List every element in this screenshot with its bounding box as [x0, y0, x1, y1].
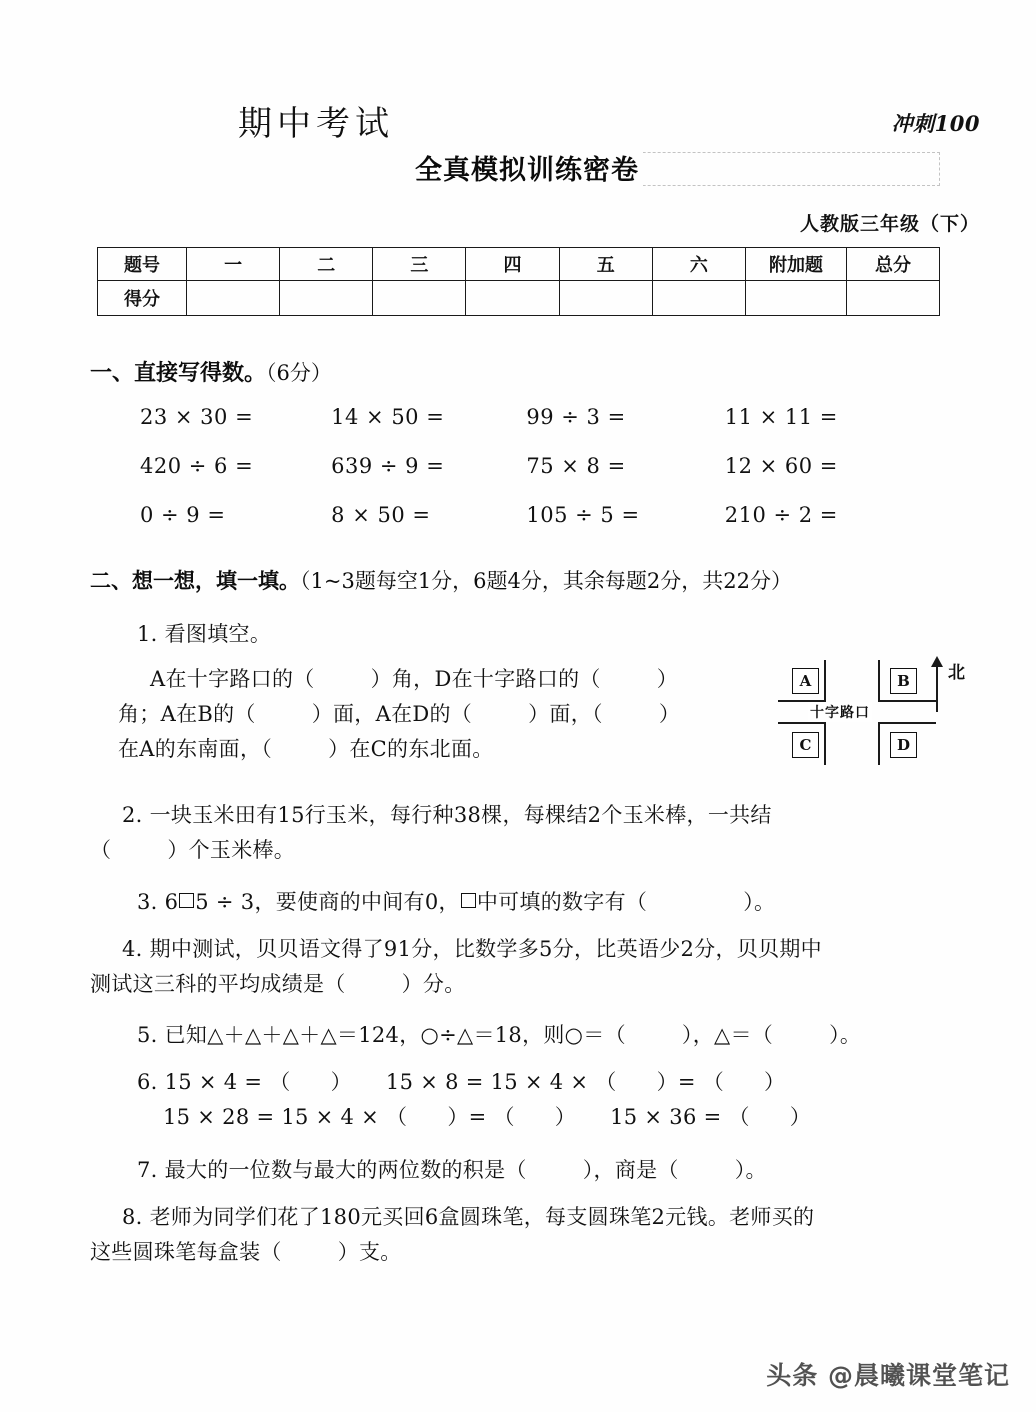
section-1-points: （6分）: [266, 361, 332, 385]
arithmetic-item: 75 × 8 =: [526, 454, 626, 478]
road-segment-horizontal-left-lower: [778, 722, 826, 724]
q1-seg-5: ）面，A在D的（: [311, 702, 473, 726]
score-table-col-1: 一: [187, 248, 280, 281]
score-cell-4[interactable]: [466, 281, 559, 316]
q6-text-1: 6. 15 × 4 = （: [137, 1070, 291, 1094]
section-2-heading: [90, 565, 792, 595]
q5-text-1: 5. 已知△＋△＋△＋△＝124，○÷△＝18，则○＝（: [137, 1023, 626, 1047]
road-segment-horizontal-right-lower: [878, 722, 936, 724]
q6-text-3: 15 × 8 = 15 × 4 × （: [385, 1070, 617, 1094]
section-1-title: 一、直接写得数。: [90, 361, 267, 386]
arithmetic-item: 23 × 30 =: [140, 405, 254, 429]
question-1-title: [137, 617, 271, 652]
q8-text-3: ）支。: [337, 1240, 402, 1264]
question-1-line-1: [118, 662, 680, 697]
question-6-line-1: [137, 1065, 811, 1100]
score-table-col-2: 二: [280, 248, 373, 281]
road-segment-vertical-top-left: [824, 660, 826, 702]
question-8: [90, 1200, 814, 1270]
question-1-text: 看图填空。: [164, 622, 272, 646]
north-arrow-shaft: [936, 664, 938, 712]
section-1-heading: [90, 356, 332, 387]
map-block-d: D: [890, 732, 917, 758]
q1-seg-7: ）: [658, 702, 681, 726]
question-8-line-2: [90, 1235, 814, 1270]
question-1-line-3: [118, 732, 680, 767]
blank-box-icon[interactable]: [179, 893, 194, 908]
question-1-body: [118, 662, 680, 767]
q4-text-3: ）分。: [401, 972, 466, 996]
q1-seg-6: ）面，（: [528, 702, 603, 726]
question-5-line-1: [137, 1018, 861, 1053]
section-2-points: （1~3题每空1分，6题4分，其余每题2分，共22分）: [300, 569, 792, 593]
score-cell-3[interactable]: [373, 281, 466, 316]
arithmetic-item: 420 ÷ 6 =: [140, 454, 254, 478]
arithmetic-item: 8 × 50 =: [331, 503, 431, 527]
q8-text-1: 8. 老师为同学们花了180元买回6盒圆珠笔，每支圆珠笔2元钱。老师买的: [122, 1205, 815, 1229]
score-cell-2[interactable]: [280, 281, 373, 316]
question-3: [137, 885, 775, 920]
score-cell-1[interactable]: [187, 281, 280, 316]
q6-text-7: ）= （: [447, 1105, 515, 1129]
q6-text-5: ）: [764, 1070, 786, 1094]
arithmetic-item: 105 ÷ 5 =: [526, 503, 640, 527]
score-table-col-5: 五: [559, 248, 652, 281]
paper-title: 全真模拟训练密卷: [415, 148, 643, 187]
arithmetic-item: 99 ÷ 3 =: [526, 405, 626, 429]
question-3-line-1: [137, 885, 775, 920]
arithmetic-item: 0 ÷ 9 =: [140, 503, 226, 527]
q2-text-3: ）个玉米棒。: [167, 838, 296, 862]
score-table-col-total: 总分: [847, 248, 940, 281]
q1-seg-3: ）: [656, 667, 679, 691]
section-2-title: 二、想一想，填一填。: [90, 569, 300, 593]
question-6-line-2: [137, 1100, 811, 1135]
q7-text-3: ）。: [734, 1158, 767, 1182]
question-4: [90, 932, 822, 1002]
score-table-row-label-score: 得分: [98, 281, 187, 316]
q5-text-3: ）。: [829, 1023, 862, 1047]
q2-text-1: 2. 一块玉米田有15行玉米，每行种38棵，每棵结2个玉米棒，一共结: [122, 803, 772, 827]
q2-text-2: （: [90, 838, 112, 862]
question-4-line-1: [90, 932, 822, 967]
question-4-line-2: [90, 967, 822, 1002]
q6-text-6: 15 × 28 = 15 × 4 × （: [163, 1105, 408, 1129]
score-table-header-row: [98, 248, 940, 281]
compass-north-indicator: [926, 656, 982, 718]
paper-title-banner: [415, 148, 940, 188]
exam-title: 期中考试: [238, 104, 394, 144]
question-2: [90, 798, 772, 868]
arithmetic-row-2: [140, 454, 880, 503]
q5-text-2: ），△＝（: [681, 1023, 774, 1047]
textbook-version-label: 人教版三年级（下）: [799, 213, 980, 235]
q3-text-1: 3. 6: [137, 890, 179, 914]
question-8-line-1: [90, 1200, 814, 1235]
road-segment-vertical-top-right: [878, 660, 880, 702]
score-table-row-label-number: 题号: [98, 248, 187, 281]
question-2-line-2: [90, 833, 772, 868]
question-2-line-1: [90, 798, 772, 833]
score-table-col-extra: 附加题: [746, 248, 847, 281]
arithmetic-item: 12 × 60 =: [724, 454, 838, 478]
q3-text-3: 中可填的数字有（: [476, 890, 648, 914]
arithmetic-item: 14 × 50 =: [331, 405, 445, 429]
q1-seg-9: ）在C的东北面。: [328, 737, 494, 761]
north-label: 北: [948, 663, 965, 683]
score-cell-total[interactable]: [847, 281, 940, 316]
watermark: 头条 @晨曦课堂笔记: [766, 1361, 1010, 1390]
score-table: [97, 247, 940, 316]
q7-text-1: 7. 最大的一位数与最大的两位数的积是（: [137, 1158, 527, 1182]
arithmetic-item: 210 ÷ 2 =: [724, 503, 838, 527]
crossroads-label: 十字路口: [808, 702, 872, 722]
question-5: [137, 1018, 861, 1053]
q6-text-9: 15 × 36 = （: [610, 1105, 750, 1129]
q3-text-2: 5 ÷ 3，要使商的中间有0，: [195, 890, 460, 914]
map-block-c: C: [792, 732, 819, 758]
score-cell-extra[interactable]: [746, 281, 847, 316]
question-7-line-1: [137, 1153, 767, 1188]
score-table-col-3: 三: [373, 248, 466, 281]
question-7: [137, 1153, 767, 1188]
arithmetic-item: 639 ÷ 9 =: [331, 454, 445, 478]
q4-text-2: 测试这三科的平均成绩是（: [90, 972, 346, 996]
score-table-col-6: 六: [652, 248, 745, 281]
arithmetic-row-3: [140, 503, 880, 552]
q1-seg-2: ）角，D在十字路口的（: [370, 667, 601, 691]
q6-text-4: ）= （: [656, 1070, 725, 1094]
road-segment-vertical-bottom-right: [878, 722, 880, 765]
road-segment-vertical-bottom-left: [824, 722, 826, 765]
sprint-100-badge: 冲刺100: [891, 111, 980, 136]
crossroads-diagram: [778, 660, 965, 765]
q1-seg-4: 角；A在B的（: [118, 702, 256, 726]
map-block-b: B: [890, 668, 917, 694]
score-cell-6[interactable]: [652, 281, 745, 316]
q4-text-1: 4. 期中测试，贝贝语文得了91分，比数学多5分，比英语少2分，贝贝期中: [122, 937, 822, 961]
arithmetic-row-1: [140, 405, 880, 454]
question-1-number: 1.: [137, 622, 158, 646]
question-6: [137, 1065, 811, 1135]
q6-text-2: ）: [330, 1070, 352, 1094]
q1-seg-1: A在十字路口的（: [150, 667, 315, 691]
q6-text-10: ）: [789, 1105, 812, 1129]
q3-text-4: ）。: [743, 890, 776, 914]
q6-text-8: ）: [554, 1105, 577, 1129]
score-table-col-4: 四: [466, 248, 559, 281]
blank-box-icon[interactable]: [461, 893, 476, 908]
q7-text-2: ），商是（: [582, 1158, 679, 1182]
arithmetic-grid: [140, 405, 880, 552]
question-1-line-2: [118, 697, 680, 732]
score-cell-5[interactable]: [559, 281, 652, 316]
q1-seg-8: 在A的东南面，（: [118, 737, 273, 761]
score-table-score-row: [98, 281, 940, 316]
q8-text-2: 这些圆珠笔每盒装（: [90, 1240, 282, 1264]
arithmetic-item: 11 × 11 =: [724, 405, 838, 429]
map-block-a: A: [792, 668, 819, 694]
